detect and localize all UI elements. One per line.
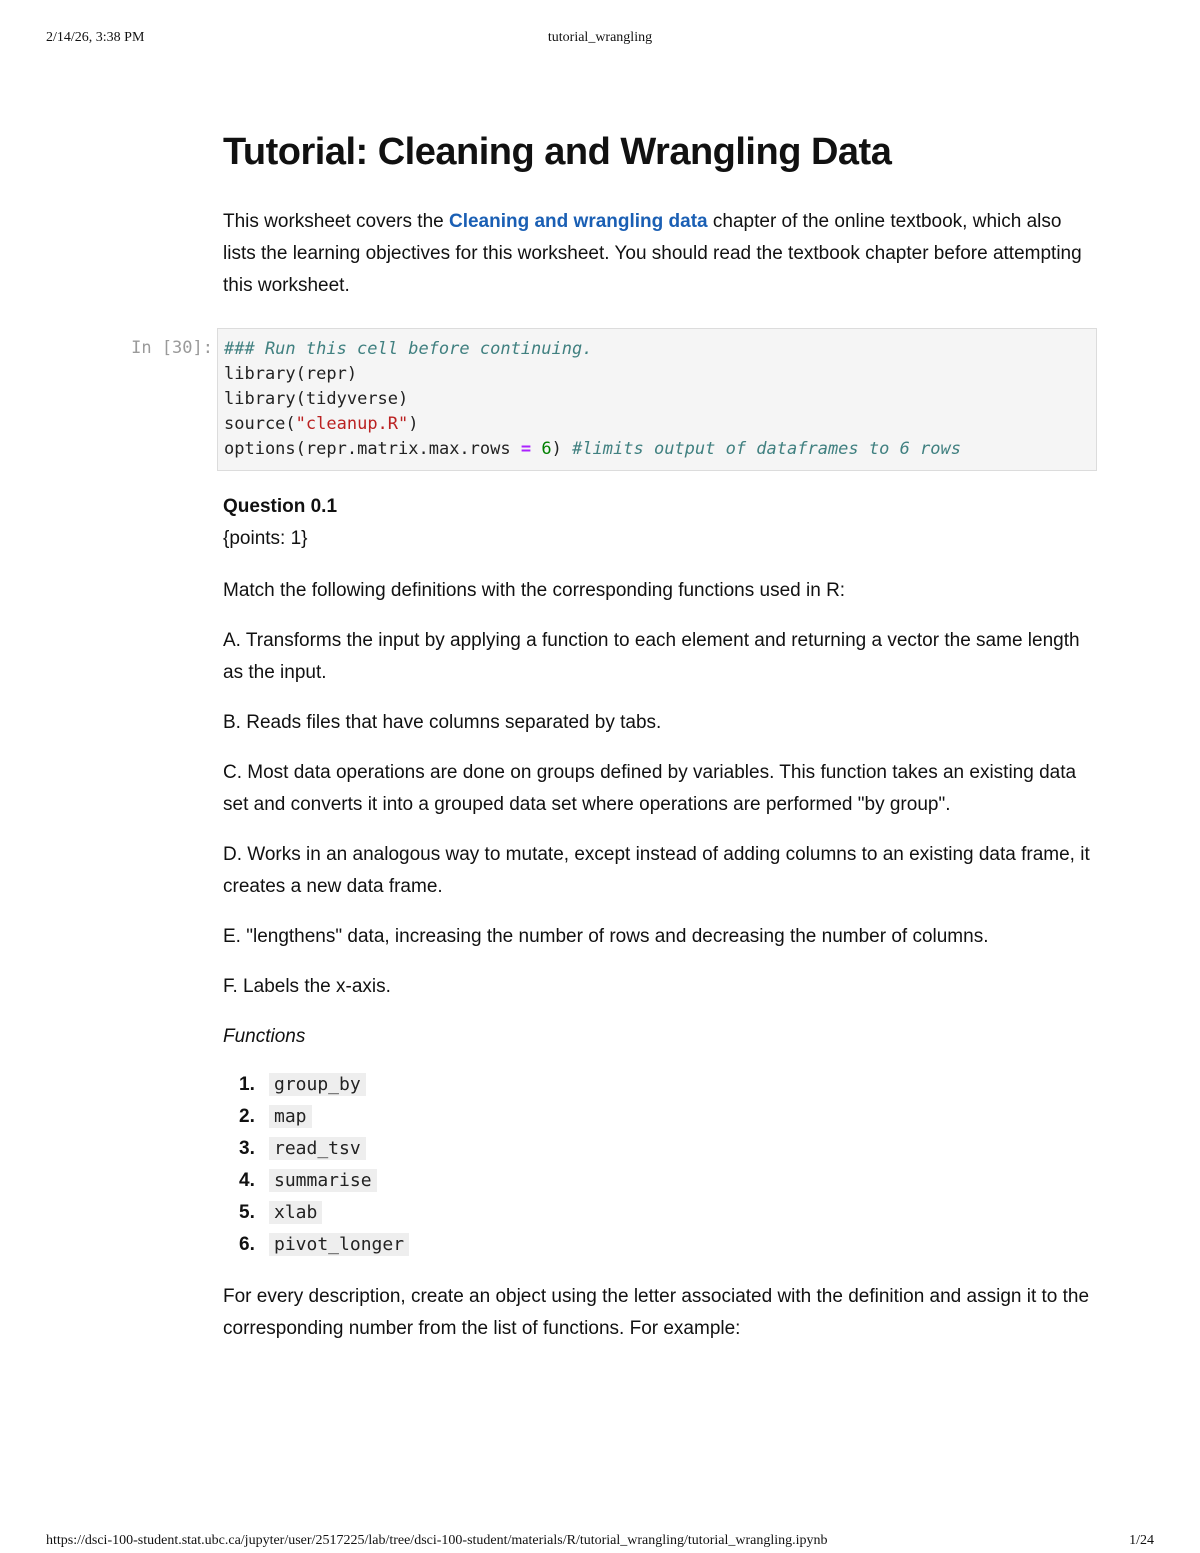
print-footer: [0, 1533, 1200, 1553]
page-title: Tutorial: Cleaning and Wrangling Data: [223, 131, 892, 173]
function-name: group_by: [269, 1073, 366, 1096]
code-comment: #limits output of dataframes to 6 rows: [572, 439, 962, 459]
code-fn: library: [224, 364, 296, 384]
question-prompt: Match the following definitions with the corresponding functions used in R:: [223, 580, 846, 601]
code-operator: =: [520, 439, 532, 459]
code-comment: ### Run this cell before continuing.: [224, 339, 593, 359]
intro-text-start: This worksheet covers the: [223, 211, 449, 232]
cell-prompt: In [30]:: [131, 338, 213, 358]
code-arg: repr: [305, 364, 347, 384]
intro-text-end: chapter of the online textbook, which also lists the learning objectives for this worksheet. You should read the textbook chapter before attempting this worksheet.: [223, 211, 1082, 296]
question-heading: Question 0.1: [223, 496, 338, 517]
functions-list: [223, 1069, 1097, 1261]
function-name: xlab: [269, 1201, 322, 1224]
definition-f: F. Labels the x-axis.: [223, 976, 391, 997]
notebook-content: [131, 128, 1097, 1345]
code-fn: source: [224, 414, 286, 434]
list-item: 3. read_tsv: [239, 1133, 1097, 1165]
function-name: pivot_longer: [269, 1233, 409, 1256]
function-name: read_tsv: [269, 1137, 366, 1160]
closing-instructions: For every description, create an object using the letter associated with the definition and assign it to the corresponding number from the list of functions. For example:: [223, 1286, 1090, 1339]
print-header: [0, 30, 1200, 50]
question-points: {points: 1}: [223, 528, 308, 549]
function-name: map: [269, 1105, 312, 1128]
list-item: 4. summarise: [239, 1165, 1097, 1197]
list-item: 1. group_by: [239, 1069, 1097, 1101]
definition-a: A. Transforms the input by applying a function to each element and returning a vector the same length as the input.: [223, 630, 1080, 683]
code-arg: repr.matrix.max.rows: [305, 439, 521, 459]
code-arg: tidyverse: [305, 389, 399, 409]
print-datetime: 2/14/26, 3:38 PM: [46, 30, 145, 45]
definition-d: D. Works in an analogous way to mutate, except instead of adding columns to an existing data frame, it creates a new data frame.: [223, 844, 1090, 897]
definition-c: C. Most data operations are done on groups defined by variables. This function takes an existing data set and converts it into a grouped data set where operations are performed "by group".: [223, 762, 1077, 815]
list-item: 6. pivot_longer: [239, 1229, 1097, 1261]
question-block: [223, 491, 1097, 1345]
print-url: https://dsci-100-student.stat.ubc.ca/jupyter/user/2517225/lab/tree/dsci-100-student/materials/R/tutorial_wrangling/tutorial_wrangling.ipynb: [46, 1533, 828, 1548]
definition-b: B. Reads files that have columns separated by tabs.: [223, 712, 662, 733]
code-cell[interactable]: [131, 328, 1097, 471]
functions-label: Functions: [223, 1026, 306, 1047]
definition-e: E. "lengthens" data, increasing the number of rows and decreasing the number of columns.: [223, 926, 989, 947]
textbook-chapter-link[interactable]: Cleaning and wrangling data: [448, 211, 708, 232]
intro-paragraph: [223, 206, 1097, 302]
list-item: 2. map: [239, 1101, 1097, 1133]
code-fn: library: [224, 389, 296, 409]
page-number: 1/24: [1129, 1533, 1154, 1548]
list-item: 5. xlab: [239, 1197, 1097, 1229]
print-doc-title: tutorial_wrangling: [547, 30, 653, 45]
code-editor[interactable]: ### Run this cell before continuing. library(repr) library(tidyverse) source("cleanup.R") options(repr.matrix.max.rows = 6) #limits output of dataframes to 6 rows: [217, 328, 1097, 471]
code-number: 6: [541, 439, 552, 459]
code-string: "cleanup.R": [295, 414, 409, 434]
function-name: summarise: [269, 1169, 377, 1192]
code-fn: options: [224, 439, 296, 459]
